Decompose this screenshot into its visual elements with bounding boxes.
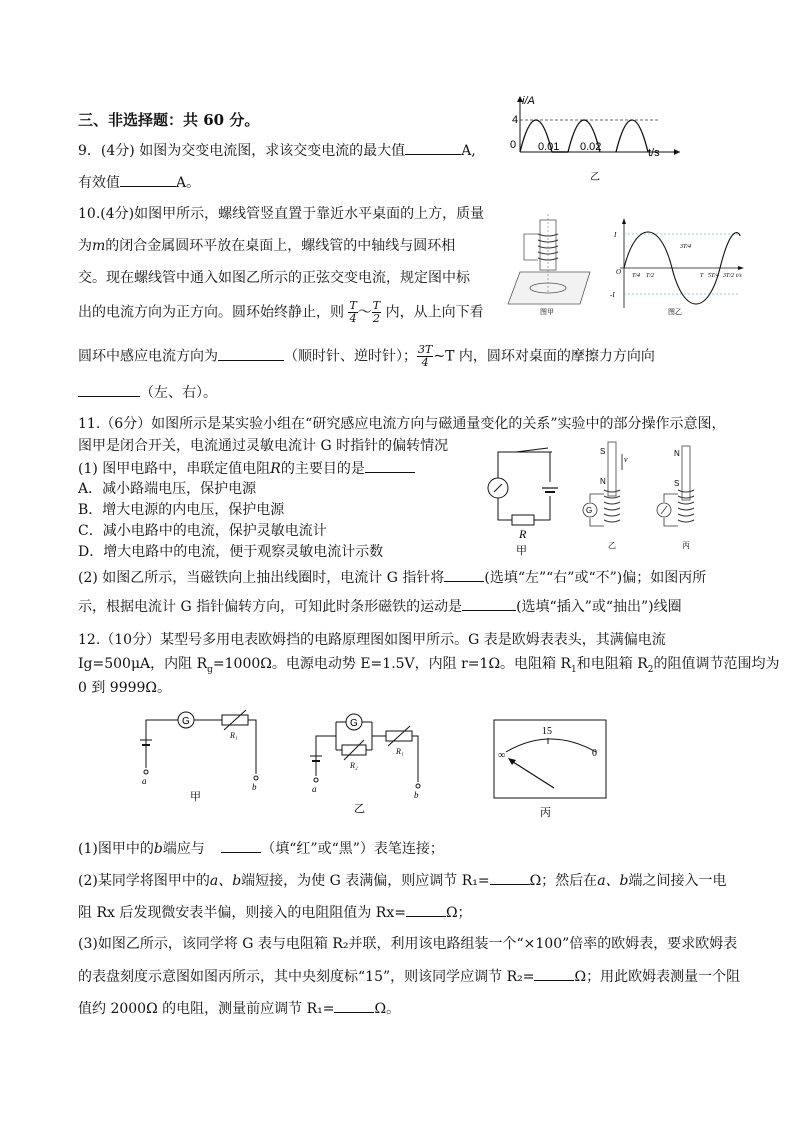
q12-p1 [78,838,444,859]
q12-p4: (3)如图乙所示，该同学将 G 表与电阻箱 R₂并联，利用该电路组装一个“×100”倍率的欧姆表，要求欧姆表 [78,936,738,952]
q12-p2-b: a、b [209,873,242,889]
q12-p5-a: 的表盘刻度示意图如图丙所示，其中央刻度标“15”，则该同学应调节 R₂= [78,969,535,985]
q10-frac-t2 [372,300,381,325]
q12-dial-0: 0 [592,748,597,759]
q12-yi-terminal-a [314,778,318,782]
q12-cap-bing: 丙 [540,807,551,819]
q10-tilde: ～ [357,304,372,321]
q11-bing-N: N [674,449,680,458]
q12-p6-a: 值约 2000Ω 的电阻，测量前应调节 R₁= [78,1001,335,1017]
q12-blank-r1b[interactable] [334,998,374,1013]
q11-t3: (2) 如图乙所示，当磁铁向上抽出线圈时，电流计 G 指针将 [78,570,445,586]
q11-yi-G-label: G [586,506,593,515]
q11-blank-motion[interactable] [462,596,516,611]
q10-m: m [92,238,106,254]
q11-t6: (选填“插入”或“抽出”)线圈 [516,599,682,615]
q12-p2-d: Ω；然后在 [529,873,598,889]
q11-line5 [78,596,682,617]
q10-yi-3T2: 3T/2 [723,273,735,279]
q11-R: R [270,461,281,477]
q12-t2: =1000Ω。电源电动势 E=1.5V，内阻 r=1Ω。电阻箱 R [212,656,572,672]
q10-yi-O: O [616,268,622,276]
q12-p6 [78,998,400,1019]
q10-frac-num: T [349,299,357,312]
q10-line4 [78,300,484,325]
q10-line2 [78,236,455,256]
q12-p1-a: (1)图甲中的 [78,841,154,857]
q10-desk [508,272,590,304]
q10-t8: （左、右）。 [140,385,217,401]
q9-unit: A, [461,143,476,159]
q10-t: 为 [78,238,92,254]
q11-t5: 示，根据电流计 G 指针偏转方向，可知此时条形磁铁的运动是 [78,599,463,615]
q10-line3: 交。现在螺线管中通入如图乙所示的正弦交变电流，规定图中标 [78,270,470,286]
q11-t1: (1) 图甲电路中，串联定值电阻 [78,461,271,477]
q10-yi-negI: -I [610,291,615,299]
q10-t4: 内，从上向下看 [385,304,484,321]
q11-switch [516,448,548,452]
q12-blank-r1[interactable] [490,870,530,885]
q10-t5: 圆环中感应电流方向为 [78,348,218,365]
q11-line3 [78,458,415,479]
q12-sub-1: 1 [571,664,577,675]
q12-p3-b: Ω； [445,905,472,921]
q10-yi-5T4: 5T/4 [708,273,720,279]
q11-blank-purpose[interactable] [365,458,415,473]
q11-cap-bing: 丙 [682,541,690,550]
q12-line3: 0 到 9999Ω。 [78,680,172,696]
q12-p2-c: 端短接，为使 G 表满偏，则应调节 R₁= [241,873,490,889]
q10-frac-den2: 2 [372,312,380,325]
q10-lead [524,234,538,260]
q10-line1: 10.(4分)如图甲所示，螺线管竖直置于靠近水平桌面的上方，质量 [78,206,485,222]
q11-figure-bing [652,440,722,552]
q9-text: 9．(4分) 如图为交变电流图，求该交变电流的最大值 [78,143,406,159]
q12-p2-a: (2)某同学将图甲中的 [78,873,210,889]
q12-cap-yi: 乙 [354,803,365,815]
q10-frac-num3: 3T [418,343,433,356]
q11-option-a[interactable]: A．减小路端电压，保护电源 [78,481,257,497]
q12-sub-g: g [207,664,213,675]
q12-yi-R2-label: R₂ [350,761,358,770]
q12-jia-terminal-a [144,770,148,774]
q12-p2 [78,870,727,891]
q12-jia-b: b [252,782,257,792]
q9-blank-max[interactable] [405,140,461,155]
q12-dial-infinity-icon: ∞ [498,750,506,761]
q12-p5 [78,966,740,987]
q12-yi-terminal-b [416,784,420,788]
q11-figure-jia [478,446,578,556]
q11-line1: 11.（6分）如图所示是某实验小组在“研究感应电流方向与磁通量变化的关系”实验中的部分操作示意图， [78,416,726,432]
q9-origin: 0 [510,139,517,151]
q11-line2: 图甲是闭合开关，电流通过灵敏电流计 G 时指针的偏转情况 [78,438,449,454]
q10-yi-T4: T/4 [632,273,641,279]
q11-R-label: R [519,527,527,541]
q12-cap-jia: 甲 [190,791,201,803]
q12-yi-a: a [312,784,317,794]
q12-p2-e: a、b [597,873,629,889]
q12-line1: 12.（10分）某型号多用电表欧姆挡的电路原理图如图甲所示。G 表是欧姆表表头，其满偏电流 [78,632,666,648]
q11-wires [498,452,550,520]
q10-yi-x-arrow [738,266,744,270]
q12-p2-f: 端之间接入一电 [628,873,727,889]
q11-yi-N: N [600,477,606,486]
q11-cap-jia: 甲 [516,545,527,557]
q12-p5-b: Ω；用此欧姆表测量一个阻 [574,969,741,985]
q10-yi-t: t/s [736,273,742,279]
q12-t3: 和电阻箱 R [576,656,648,672]
q11-blank-deflect[interactable] [444,567,484,582]
q12-jia-G-label: G [182,716,190,727]
q10-frac-t4 [348,300,357,325]
q12-jia-R1-label: R₁ [230,731,238,740]
q12-dial-15: 15 [542,726,552,737]
q12-blank-rx[interactable] [406,902,446,917]
q10-blank-friction[interactable] [78,382,140,397]
q12-yi-G-label: G [350,718,358,729]
q9-x-label: t/s [648,147,660,159]
q10-t3: 出的电流方向为正方向。圆环始终静止，则 [78,304,344,321]
q10-yi-T2: T/2 [646,273,655,279]
q10-t2: 的闭合金属圆环平放在桌面上，螺线管的中轴线与圆环相 [105,238,456,254]
q12-jia-a: a [142,776,147,786]
q9-x-arrow [674,149,680,155]
q10-yi-y-arrow [622,218,626,224]
q12-t1: Ig=500μA，内阻 R [78,656,208,672]
q9-caption: 乙 [590,172,600,183]
q12-yi-b: b [414,790,419,800]
q11-yi-v: v [624,455,628,464]
q9-x-tick1: 0.01 [538,141,560,153]
q11-line4 [78,567,706,588]
q12-blank-color[interactable] [221,838,261,853]
q11-resistor [512,515,534,525]
q10-frac-num2: T [372,299,381,312]
q11-figure-yi [578,440,648,552]
q12-p1-c: 端应与 [162,841,205,857]
q12-figure-bing [490,718,610,820]
q10-line5 [78,344,655,369]
q12-p1-b: b [153,841,163,857]
q10-frac-den3: 4 [421,356,429,369]
q10-line6 [78,382,217,403]
q9-line1 [78,140,476,161]
q12-p1-d: （填“红”或“黑”）表笔连接； [261,841,444,857]
q11-option-d[interactable]: D．增大电路中的电流，便于观察灵敏电流计示数 [78,544,384,560]
q12-jia-terminal-b [254,776,258,780]
q10-frac-3t4 [417,344,433,369]
q12-p3 [78,902,472,923]
q9-blank-rms[interactable] [120,172,176,187]
q11-option-c[interactable]: C．减小电路中的电流，保护灵敏电流计 [78,523,327,539]
q10-yi-I: I [614,231,617,239]
q10-figure-yi [610,214,750,316]
q11-cap-yi: 乙 [608,541,616,550]
q10-yi-3T4: 3T/4 [680,244,692,250]
q12-figure-yi [306,712,436,816]
q11-option-b[interactable]: B．增大电源的内电压，保护电源 [78,502,285,518]
q9-y-tick: 4 [512,114,519,126]
q11-bing-S: S [674,479,680,488]
q10-t7: ~T 内，圆环对桌面的摩擦力方向向 [433,348,655,365]
q12-yi-R1-label: R₁ [396,747,404,756]
q11-needle [494,484,502,492]
q12-p6-b: Ω。 [374,1001,401,1017]
q10-frac-den: 4 [349,312,357,325]
q11-yi-S: S [600,447,606,456]
q10-yi-Tlabel: T [700,273,704,279]
section-title: 三、非选择题：共 60 分。 [78,111,260,129]
q10-figure-jia [500,212,600,317]
q12-sub-2: 2 [647,664,654,675]
q12-blank-r2[interactable] [534,966,574,981]
q12-p3-a: 阻 Rx 后发现微安表半偏，则接入的电阻阻值为 Rx= [78,905,406,921]
q10-cap-yi: 图乙 [668,309,682,316]
q9-line2 [78,172,200,193]
q10-cap-jia: 图甲 [540,309,554,316]
q12-t4: 的阻值调节范围均为 [653,656,780,672]
q11-t4: (选填“左”“右”或“不”)偏；如图丙所 [484,570,707,586]
q9-text2: 有效值 [78,175,120,191]
q12-figure-jia [138,708,268,803]
q9-figure [500,92,690,187]
q9-unit2: A。 [176,175,201,191]
q10-t6: （顺时针、逆时针）； [284,348,417,365]
q12-line2 [78,654,780,680]
q12-jia-wires [146,720,256,774]
q11-yi-magnet [608,442,616,496]
q9-y-label: i/A [522,95,535,107]
q11-t2: 的主要目的是 [280,461,365,477]
q10-blank-dir[interactable] [218,346,284,361]
q9-x-tick2: 0.02 [580,141,602,153]
